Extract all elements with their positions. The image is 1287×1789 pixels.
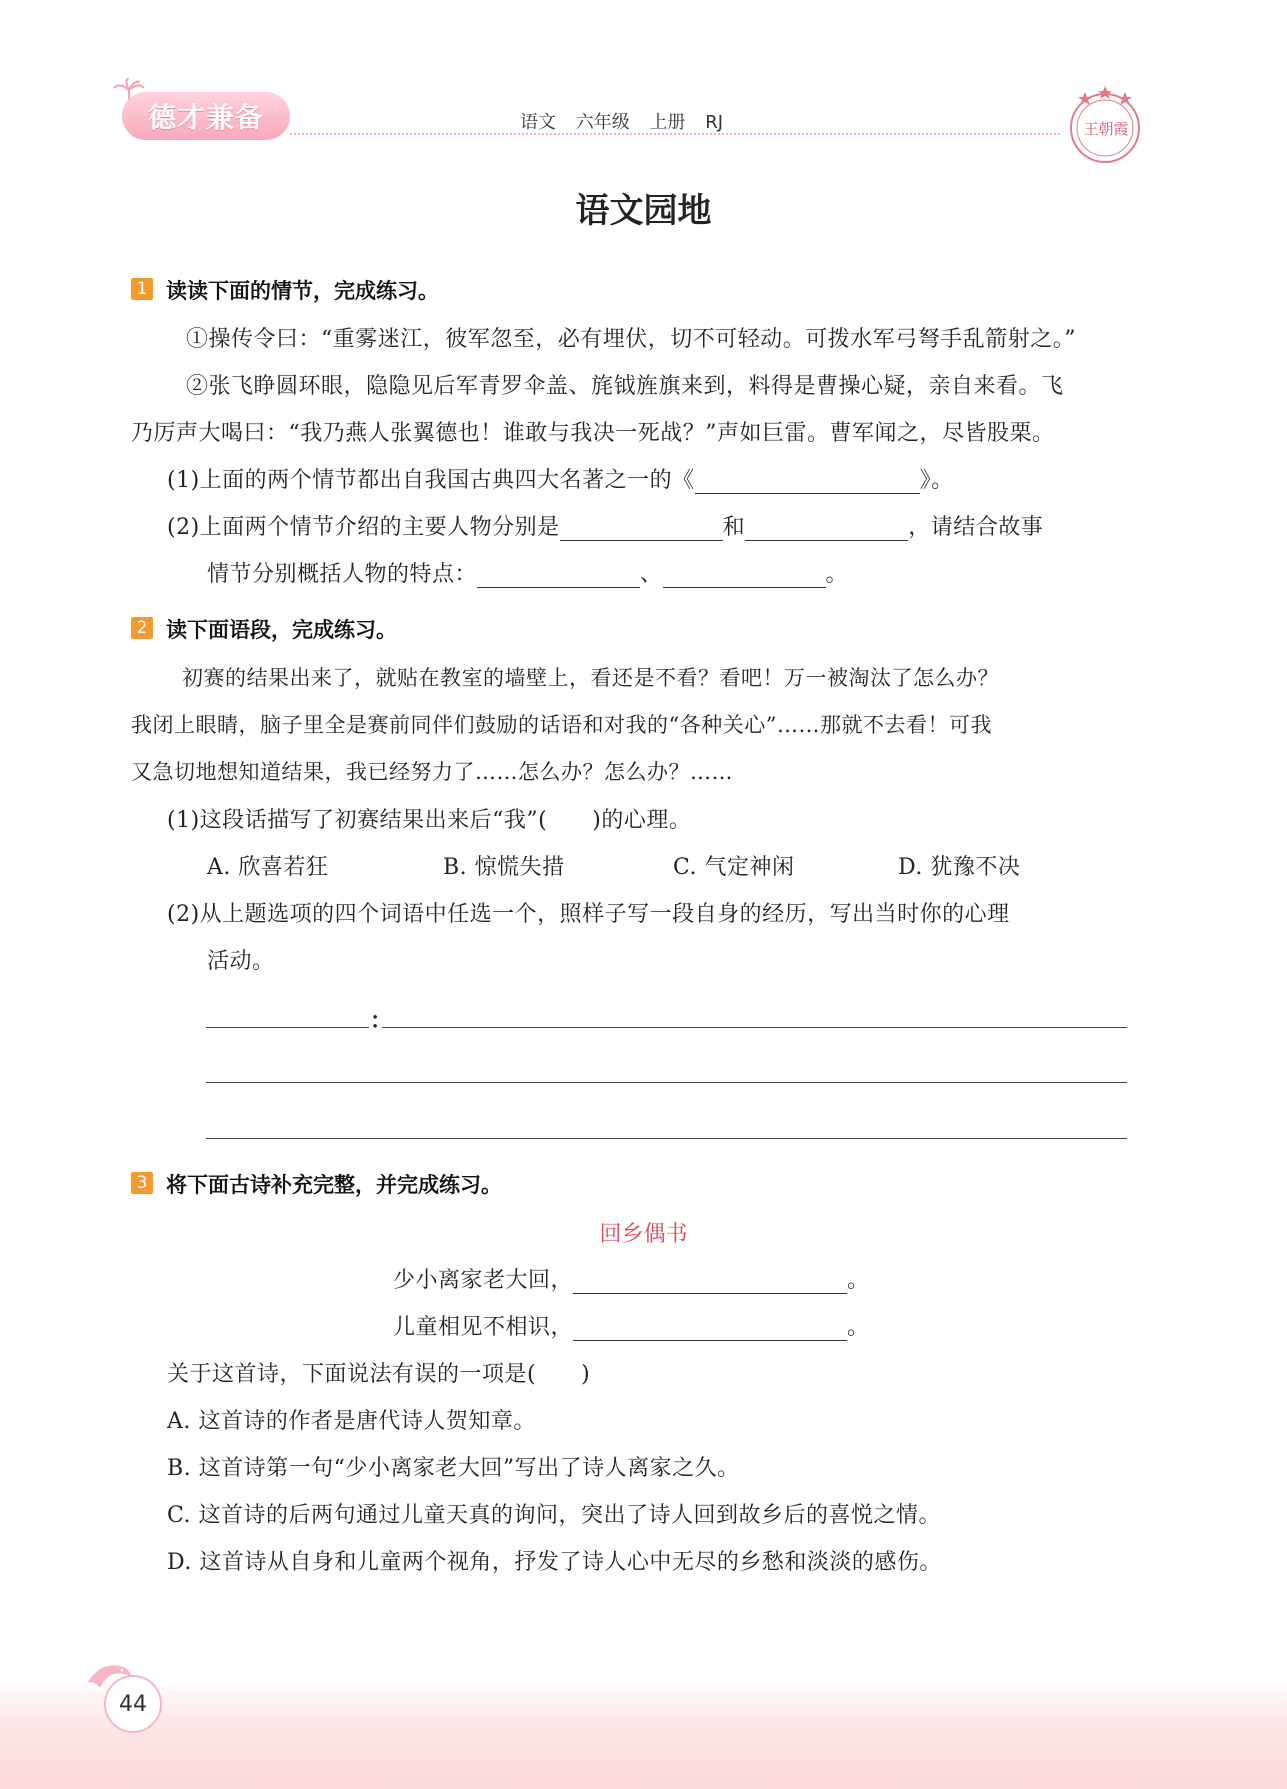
question-2-heading: 读下面语段，完成练习。 <box>166 618 397 642</box>
character-2-blank[interactable] <box>745 518 908 541</box>
q2-passage-a: 初赛的结果出来了，就贴在教室的墙壁上，看还是不看？看吧！万一被淘汰了怎么办？ <box>182 666 999 690</box>
trait-1-blank[interactable] <box>477 565 640 588</box>
q1-sub2-prefix: (2)上面两个情节介绍的主要人物分别是 <box>167 515 560 540</box>
q3-question: 关于这首诗，下面说法有误的一项是( ) <box>167 1362 591 1387</box>
question-3-heading: 将下面古诗补充完整，并完成练习。 <box>166 1173 502 1197</box>
seal-text: 王朝霞 <box>1083 120 1129 138</box>
q2-sub2a: (2)从上题选项的四个词语中任选一个，照样子写一段自身的经历，写出当时你的心理 <box>167 902 1010 927</box>
q1-sub1 <box>167 463 954 494</box>
question-number-2: 2 <box>131 617 153 639</box>
poem-line-2-blank[interactable] <box>573 1318 847 1341</box>
poem-line-2-end: 。 <box>847 1315 870 1340</box>
page-title: 语文园地 <box>575 191 712 231</box>
trait-2-blank[interactable] <box>663 565 826 588</box>
q2-sub1: (1)这段话描写了初赛结果出来后“我”( )的心理。 <box>167 808 692 833</box>
header-meta <box>520 108 723 134</box>
q1-sub2b-suffix: 。 <box>825 562 849 587</box>
poem-line-2 <box>393 1310 870 1341</box>
q1-sub2 <box>167 510 1043 541</box>
q2-option-b[interactable]: B. 惊慌失措 <box>443 855 565 880</box>
poem-line-1-end: 。 <box>847 1268 870 1293</box>
answer-colon: ： <box>370 1008 393 1034</box>
poem-line-2-text: 儿童相见不相识， <box>393 1315 574 1340</box>
q2-option-d[interactable]: D. 犹豫不决 <box>898 855 1021 880</box>
q1-passage-1: ①操传令曰：“重雾迷江，彼军忽至，必有埋伏，切不可轻动。可拨水军弓弩手乱箭射之。” <box>186 327 1076 352</box>
poem-line-1-text: 少小离家老大回， <box>393 1268 574 1293</box>
q3-choice-c[interactable]: C. 这首诗的后两句通过儿童天真的询问，突出了诗人回到故乡后的喜悦之情。 <box>167 1503 942 1528</box>
q3-choice-d[interactable]: D. 这首诗从自身和儿童两个视角，抒发了诗人心中无尽的乡愁和淡淡的感伤。 <box>167 1550 942 1575</box>
q1-sub2b-prefix: 情节分别概括人物的特点： <box>207 562 478 587</box>
q1-sub1-suffix: 》。 <box>919 468 954 493</box>
q1-sub2b <box>207 557 848 588</box>
q1-passage-2b: 乃厉声大喝曰：“我乃燕人张翼德也！谁敢与我决一死战？”声如巨雷。曹军闻之，尽皆股栗。 <box>131 421 1055 446</box>
q1-sub2-mid: 和 <box>722 515 746 540</box>
header-grade: 六年级 <box>575 112 630 133</box>
character-1-blank[interactable] <box>560 518 723 541</box>
answer-line-1[interactable] <box>382 1027 1127 1028</box>
q3-choice-a[interactable]: A. 这首诗的作者是唐代诗人贺知章。 <box>167 1409 536 1434</box>
q1-passage-2a: ②张飞睁圆环眼，隐隐见后军青罗伞盖、旄钺旌旗来到，料得是曹操心疑，亲自来看。飞 <box>186 374 1064 399</box>
question-1-heading: 读读下面的情节，完成练习。 <box>166 279 439 303</box>
q2-option-c[interactable]: C. 气定神闲 <box>673 855 795 880</box>
brand-logo: 德才兼备 <box>122 92 290 140</box>
q1-sub2b-mid: 、 <box>640 562 663 587</box>
header-volume: 上册 <box>649 112 686 133</box>
book-title-blank[interactable] <box>695 471 920 494</box>
header-subject: 语文 <box>520 112 556 133</box>
q3-choice-b[interactable]: B. 这首诗第一句“少小离家老大回”写出了诗人离家之久。 <box>167 1456 740 1481</box>
q1-sub2-suffix: ，请结合故事 <box>908 515 1044 540</box>
q2-option-a[interactable]: A. 欣喜若狂 <box>207 855 329 880</box>
answer-line-3[interactable] <box>206 1138 1127 1139</box>
q2-sub2b: 活动。 <box>207 949 275 974</box>
page-number: 44 <box>104 1675 162 1733</box>
question-number-1: 1 <box>131 278 153 300</box>
question-number-3: 3 <box>131 1172 153 1194</box>
header-edition: RJ <box>705 112 724 133</box>
poem-title: 回乡偶书 <box>599 1222 688 1247</box>
q2-passage-b: 我闭上眼睛，脑子里全是赛前同伴们鼓励的话语和对我的“各种关心”……那就不去看！可我 <box>131 713 992 737</box>
word-choice-blank[interactable] <box>206 1027 369 1028</box>
poem-line-1 <box>393 1263 870 1294</box>
q2-passage-c: 又急切地想知道结果，我已经努力了……怎么办？怎么办？…… <box>131 760 733 784</box>
poem-line-1-blank[interactable] <box>573 1271 847 1294</box>
page-footer <box>0 1680 1287 1789</box>
q1-sub1-prefix: (1)上面的两个情节都出自我国古典四大名著之一的《 <box>167 468 695 493</box>
answer-line-2[interactable] <box>206 1082 1127 1083</box>
